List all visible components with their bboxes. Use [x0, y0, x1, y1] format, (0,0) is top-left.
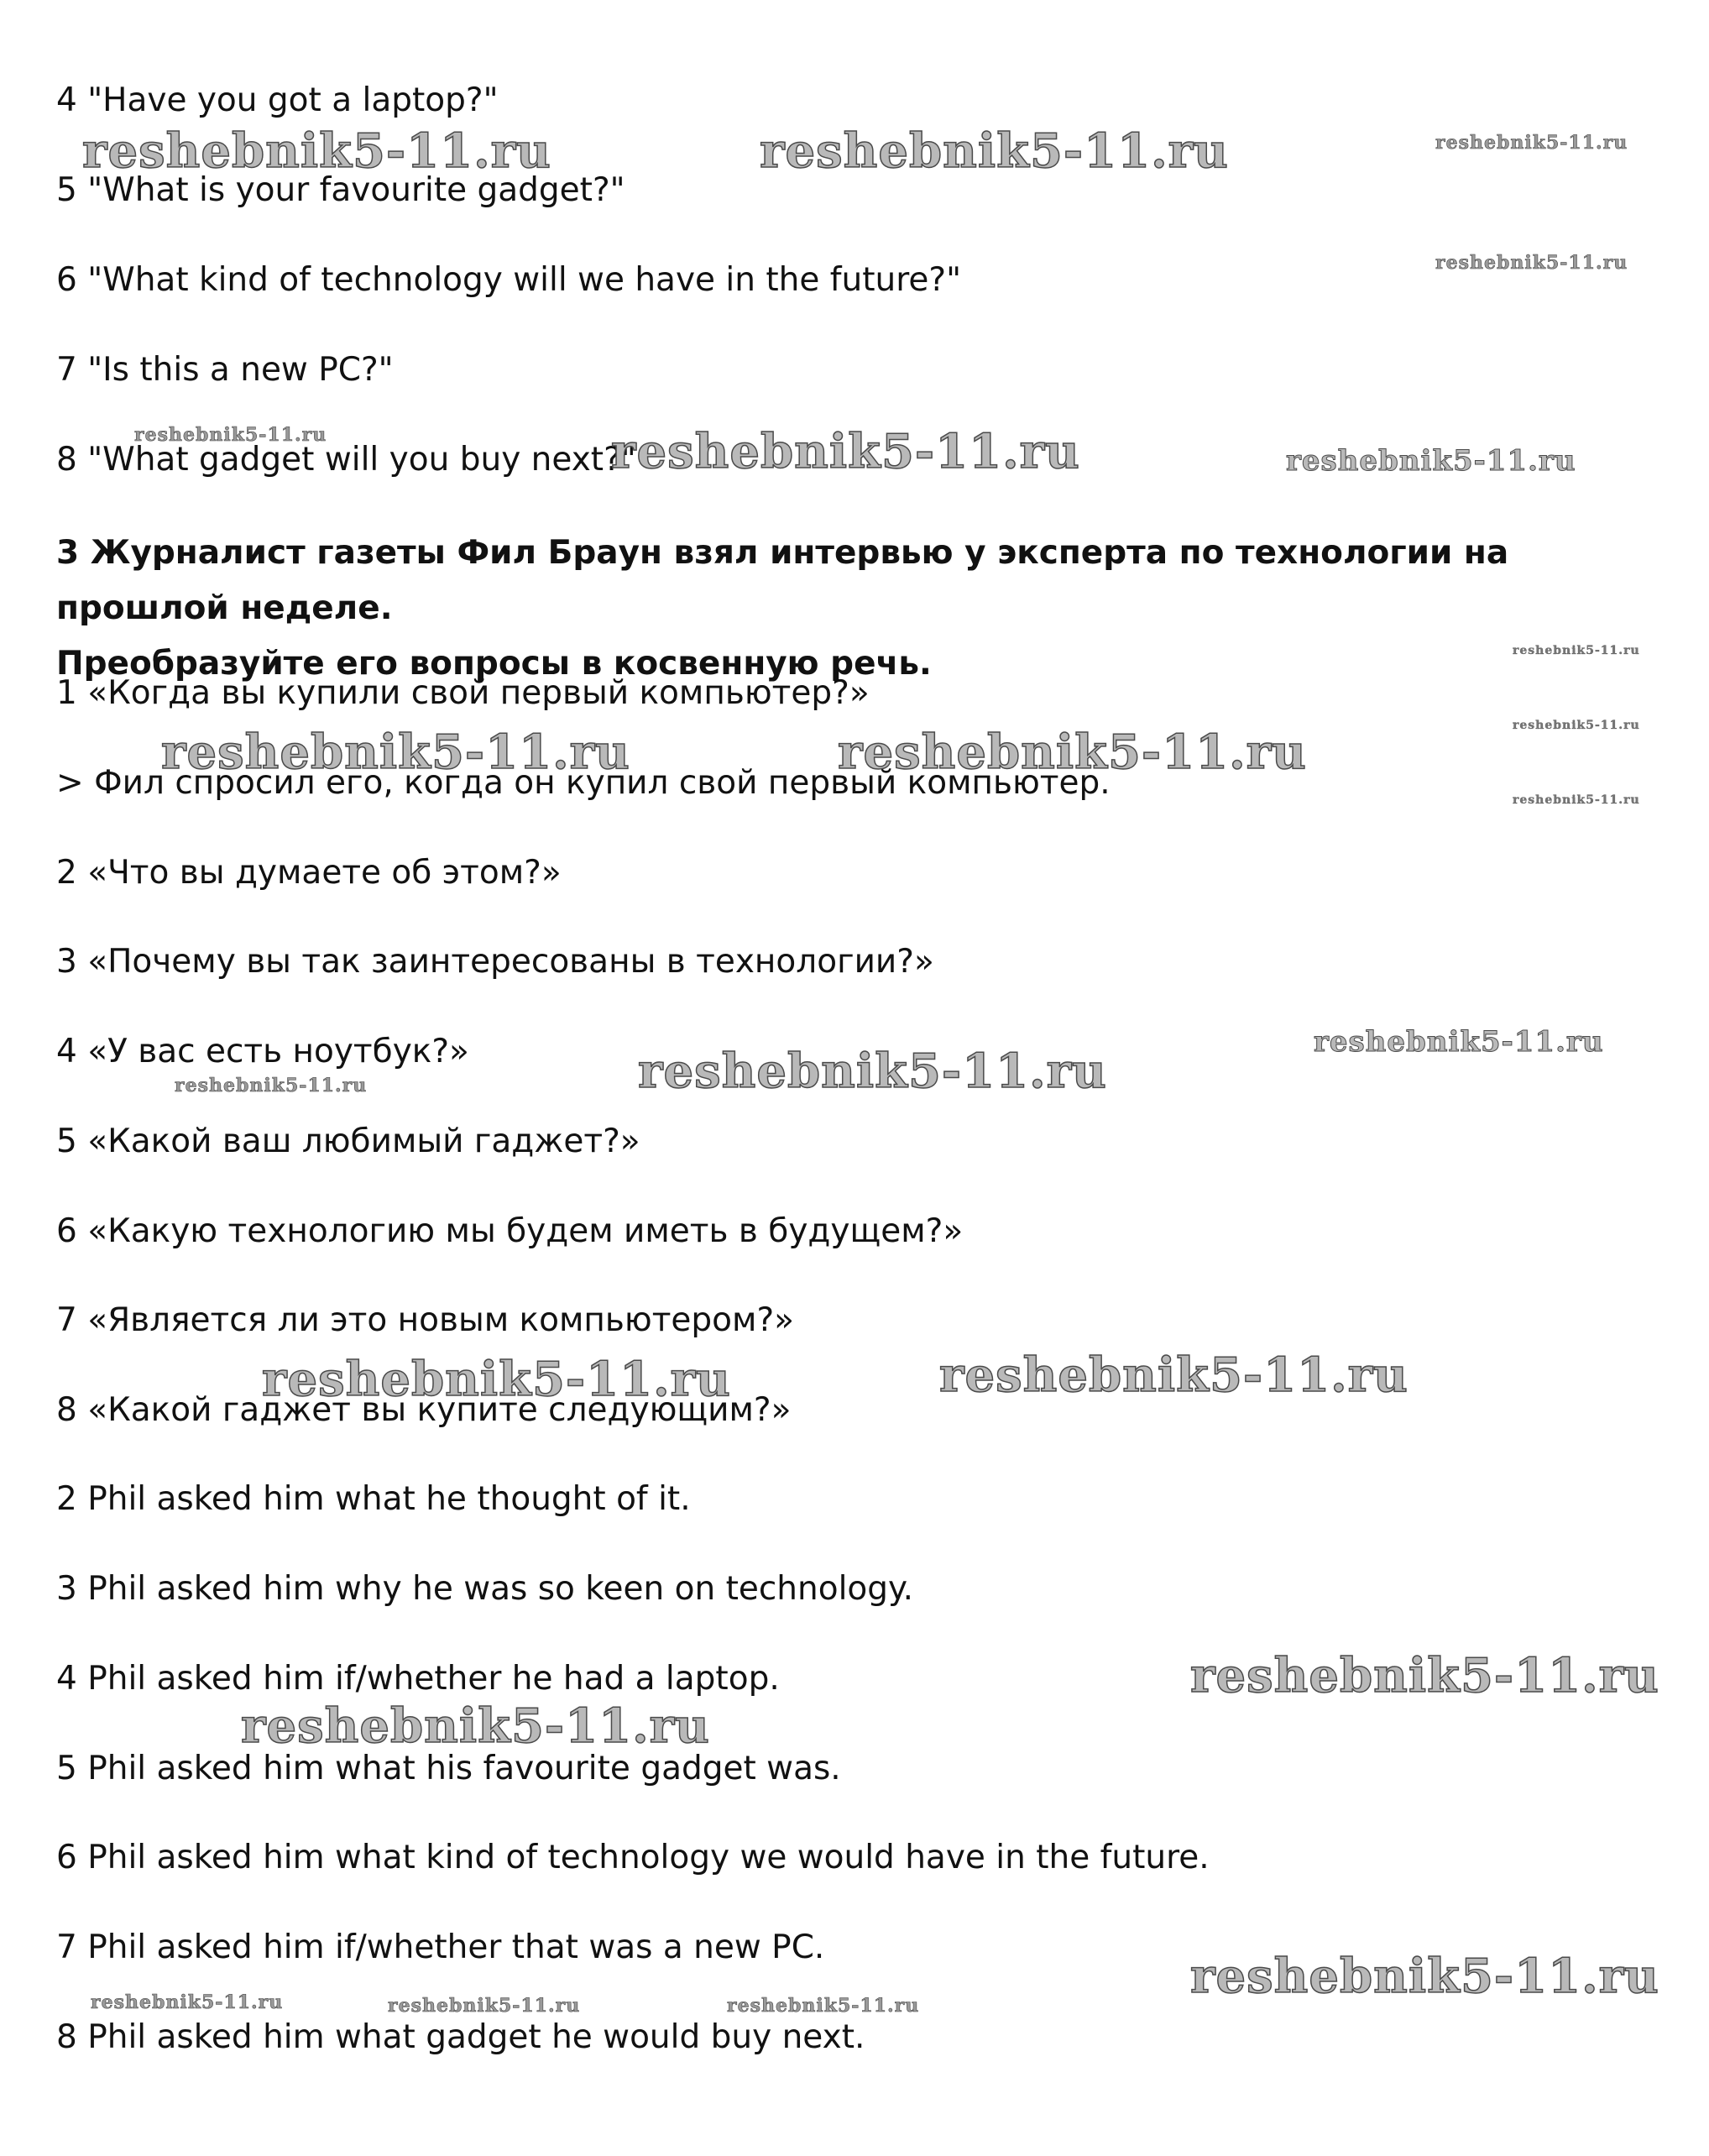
- watermark: reshebnik5-11.ru: [1513, 719, 1640, 732]
- watermark: reshebnik5-11.ru: [1190, 1949, 1659, 2004]
- answer-4: 4 Phil asked him if/whether he had a laptop.: [56, 1660, 780, 1698]
- watermark: reshebnik5-11.ru: [1314, 1025, 1604, 1059]
- watermark: reshebnik5-11.ru: [1286, 444, 1576, 478]
- answer-8: 8 Phil asked him what gadget he would buy next.: [56, 2018, 865, 2056]
- answer-5: 5 Phil asked him what his favourite gadget was.: [56, 1750, 841, 1787]
- task3-heading-line1: 3 Журналист газеты Фил Браун взял интервью у эксперта по технологии на прошлой неделе.: [56, 534, 1509, 627]
- task3-item-8: 8 «Какой гаджет вы купите следующим?»: [56, 1391, 792, 1429]
- watermark: reshebnik5-11.ru: [161, 725, 630, 780]
- task3-item-1: 1 «Когда вы купили свой первый компьютер?»: [56, 674, 870, 712]
- watermark: reshebnik5-11.ru: [388, 1995, 581, 2017]
- task3-item-2: 2 «Что вы думаете об этом?»: [56, 854, 562, 892]
- answer-7: 7 Phil asked him if/whether that was a new PC.: [56, 1928, 825, 1966]
- watermark: reshebnik5-11.ru: [1190, 1648, 1659, 1703]
- answer-2: 2 Phil asked him what he thought of it.: [56, 1480, 691, 1518]
- task3-item-4: 4 «У вас есть ноутбук?»: [56, 1033, 469, 1070]
- watermark: reshebnik5-11.ru: [91, 1991, 284, 2013]
- answer-6: 6 Phil asked him what kind of technology we would have in the future.: [56, 1839, 1210, 1876]
- watermark: reshebnik5-11.ru: [638, 1044, 1107, 1099]
- watermark: reshebnik5-11.ru: [1513, 793, 1640, 807]
- watermark: reshebnik5-11.ru: [838, 725, 1307, 780]
- task3-heading-line2: Преобразуйте его вопросы в косвенную речь.: [56, 645, 932, 683]
- watermark: reshebnik5-11.ru: [939, 1348, 1408, 1403]
- watermark: reshebnik5-11.ru: [1513, 644, 1640, 657]
- task3-item-7: 7 «Является ли это новым компьютером?»: [56, 1301, 795, 1339]
- question-en-8: 8 "What gadget will you buy next?": [56, 441, 636, 479]
- watermark: reshebnik5-11.ru: [134, 424, 327, 446]
- task3-item-3: 3 «Почему вы так заинтересованы в технологии?»: [56, 943, 934, 981]
- watermark: reshebnik5-11.ru: [1435, 132, 1628, 154]
- watermark: reshebnik5-11.ru: [175, 1075, 368, 1096]
- task3-item-6: 6 «Какую технологию мы будем иметь в будущем?»: [56, 1212, 964, 1250]
- watermark: reshebnik5-11.ru: [241, 1698, 710, 1754]
- task3-example-answer: > Фил спросил его, когда он купил свой первый компьютер.: [56, 764, 1111, 802]
- watermark: reshebnik5-11.ru: [760, 123, 1229, 179]
- watermark: reshebnik5-11.ru: [611, 424, 1080, 479]
- question-en-5: 5 "What is your favourite gadget?": [56, 171, 625, 209]
- question-en-6: 6 "What kind of technology will we have in the future?": [56, 261, 962, 299]
- task3-item-5: 5 «Какой ваш любимый гаджет?»: [56, 1122, 640, 1160]
- task3-heading: [56, 526, 1651, 692]
- answer-3: 3 Phil asked him why he was so keen on technology.: [56, 1570, 913, 1608]
- question-en-4: 4 "Have you got a laptop?": [56, 81, 499, 119]
- watermark: reshebnik5-11.ru: [727, 1995, 920, 2017]
- watermark: reshebnik5-11.ru: [1435, 252, 1628, 274]
- watermark: reshebnik5-11.ru: [262, 1352, 731, 1407]
- watermark: reshebnik5-11.ru: [82, 123, 551, 179]
- question-en-7: 7 "Is this a new PC?": [56, 351, 394, 389]
